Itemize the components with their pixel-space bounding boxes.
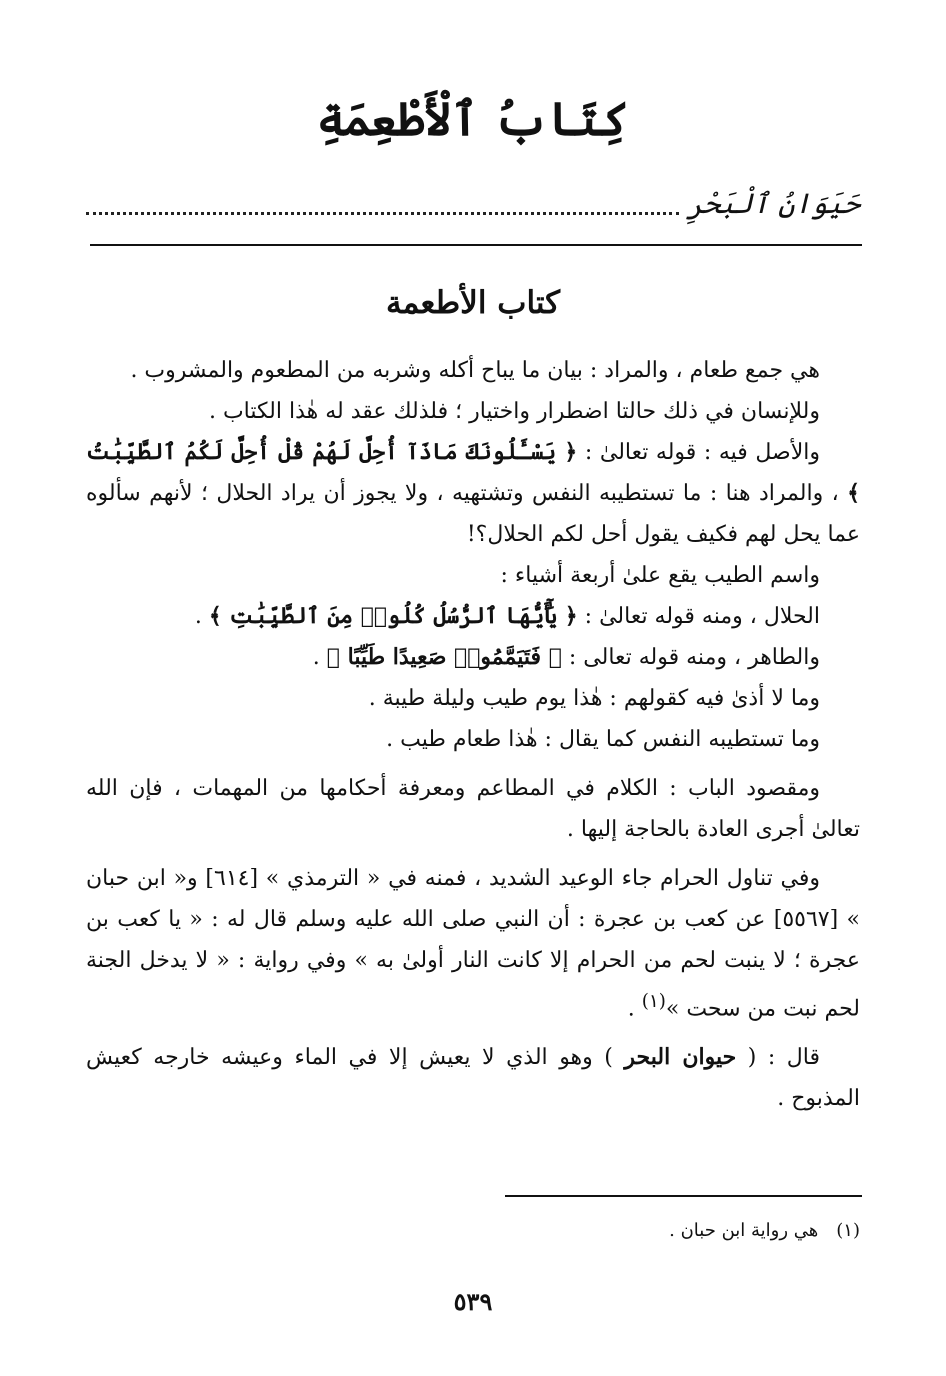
footnote-reference: (١) bbox=[641, 991, 666, 1012]
body-text bbox=[86, 350, 860, 1119]
paragraph-sea-animal-continuation: ) وهو الذي لا يعيش إلا في الماء وعيشه خارجه كعيش المذبوح . bbox=[86, 1045, 860, 1112]
paragraph-sea-animal bbox=[86, 1037, 860, 1119]
paragraph-warning bbox=[86, 858, 860, 1029]
paragraph-pleasant: وما تستطيبه النفس كما يقال : هٰذا طعام طيب . bbox=[386, 727, 820, 752]
paragraph-origin-continuation: ، والمراد هنا : ما تستطيبه النفس وتشتهيه ، ولا يجوز أن يراد الحلال ؛ لأنهم سألوه عما يحل لهم فكيف يقول أحل لكم الحلال؟! bbox=[86, 481, 860, 547]
quran-verse: ﴿ يَسْـَٔلُونَكَ مَاذَآ أُحِلَّ لَهُمْ قُلْ أُحِلَّ لَكُمُ ٱلطَّيِّبَٰتُ ﴾ bbox=[86, 439, 860, 506]
paragraph-tahir bbox=[86, 637, 860, 678]
paragraph-origin bbox=[86, 432, 860, 555]
sea-animal-term: حيوان البحر bbox=[624, 1044, 737, 1071]
paragraph-sea-animal-text: قال : ( bbox=[736, 1045, 821, 1071]
footnote bbox=[669, 1216, 860, 1246]
paragraph-origin-text: والأصل فيه : قوله تعالىٰ : bbox=[577, 440, 821, 465]
paragraph-halal-text: الحلال ، ومنه قوله تعالىٰ : bbox=[577, 604, 820, 629]
section-title: كتاب الأطعمة bbox=[386, 285, 560, 321]
book-title: كِتَابُ ٱلْأَطْعِمَةِ bbox=[316, 92, 630, 146]
page-number: ٥٣٩ bbox=[453, 1287, 493, 1316]
paragraph-tahir-text: والطاهر ، ومنه قوله تعالى : bbox=[561, 645, 820, 670]
paragraph-warning-text: وفي تناول الحرام جاء الوعيد الشديد ، فمنه في « الترمذي » [٦١٤] و« ابن حبان » [٥٥٦٧] عن كعب بن عجرة : أن النبي صلى الله عليه وسلم قال له : « يا كعب بن عجرة ؛ لا ينبت لحم من الحرام إلا كانت النار أولىٰ به » وفي رواية : « لا يدخل الجنة لحم نبت من سحت » bbox=[86, 866, 860, 1022]
footnote-divider bbox=[505, 1195, 862, 1197]
header-divider bbox=[90, 244, 862, 246]
paragraph-definition: هي جمع طعام ، والمراد : بيان ما يباح أكله وشربه من المطعوم والمشروب . bbox=[130, 358, 820, 383]
chapter-entry-label: حَيَوَانُ ٱلْبَحْرِ bbox=[687, 186, 860, 220]
paragraph-halal-end: . bbox=[194, 604, 209, 629]
footnote-text: هي رواية ابن حبان . bbox=[669, 1220, 819, 1241]
paragraph-halal bbox=[86, 596, 860, 637]
quran-verse: ﴿ فَتَيَمَّمُوا۟ صَعِيدًا طَيِّبًا ﴾ bbox=[326, 644, 562, 670]
paragraph-states: وللإنسان في ذلك حالتا اضطرار واختيار ؛ فلذلك عقد له هٰذا الكتاب . bbox=[208, 399, 820, 424]
paragraph-no-harm: وما لا أذىٰ فيه كقولهم : هٰذا يوم طيب وليلة طيبة . bbox=[368, 686, 820, 711]
chapter-entry bbox=[86, 183, 860, 223]
paragraph-purpose: ومقصود الباب : الكلام في المطاعم ومعرفة أحكامها من المهمات ، فإن الله تعالىٰ أجرى العادة بالحاجة إليها . bbox=[86, 776, 860, 842]
paragraph-warning-end: . bbox=[627, 996, 642, 1022]
quran-verse: ﴿ يَٰٓأَيُّهَا ٱلرُّسُلُ كُلُوا۟ مِنَ ٱلطَّيِّبَٰتِ ﴾ bbox=[208, 603, 578, 629]
chapter-leader-dots bbox=[86, 198, 679, 215]
paragraph-tahir-end: . bbox=[312, 645, 327, 670]
footnote-number: (١) bbox=[836, 1220, 860, 1241]
paragraph-four-meanings: واسم الطيب يقع علىٰ أربعة أشياء : bbox=[500, 563, 820, 588]
